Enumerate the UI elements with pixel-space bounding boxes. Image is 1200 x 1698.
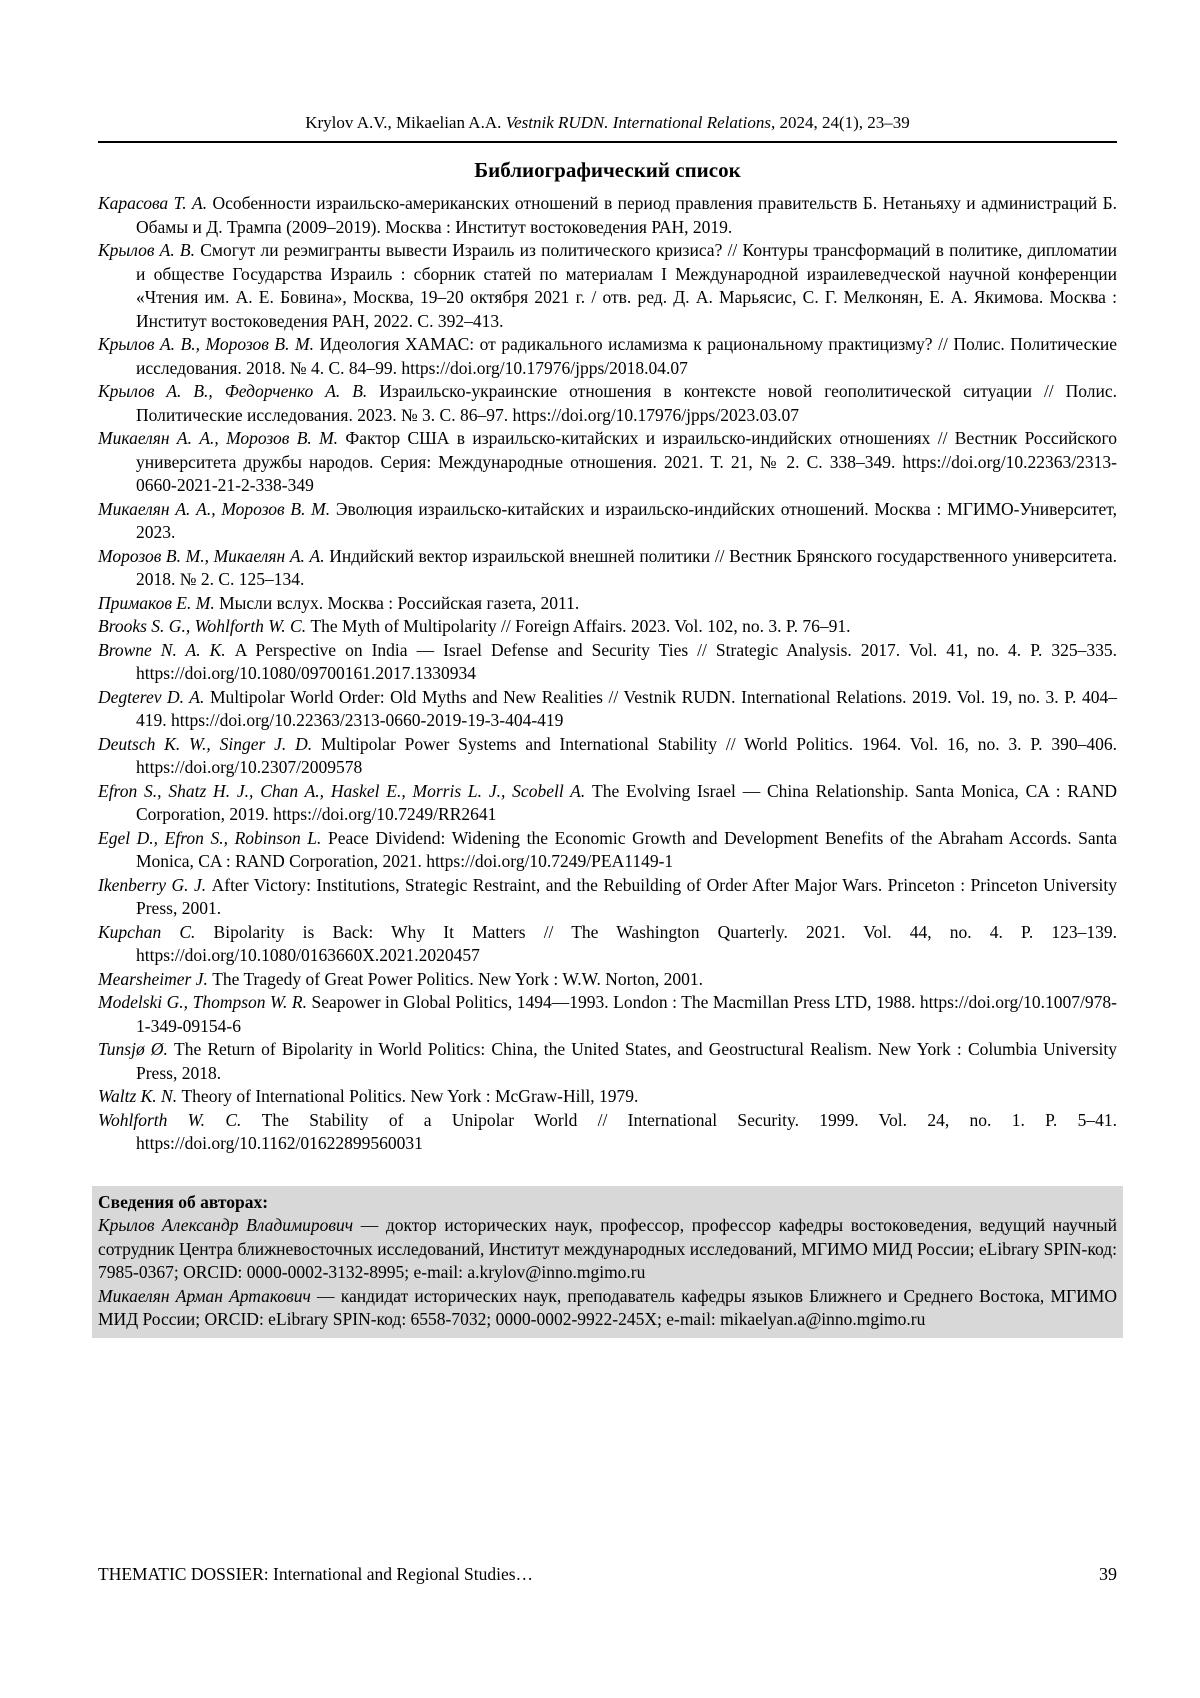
entry-text: Идеология ХАМАС: от радикального исламизма к рациональному практицизму? // Полис. Политические исследования. 2018. № 4. С. 84–99. https://doi.org/10.17976/jpps/2018.04.07	[136, 334, 1117, 378]
author-bio-text: — кандидат исторических наук, преподаватель кафедры языков Ближнего и Среднего Востока, МГИМО МИД России; ORCID: eLibrary SPIN-код: 6558-7032; 0000-0002-9922-245X; e-mail: mikaelyan.a@inno.mgimo.ru	[98, 1285, 1117, 1329]
author-bio-name: Крылов Александр Владимирович	[98, 1215, 354, 1235]
running-head-journal-title: Vestnik RUDN. International Relations	[505, 113, 771, 132]
author-bio	[98, 1214, 1117, 1285]
author-bio	[98, 1285, 1117, 1332]
entry-authors: Degterev D. A.	[98, 686, 210, 707]
bibliography-entry	[98, 380, 1117, 427]
entry-text: Смогут ли реэмигранты вывести Израиль из политического кризиса? // Контуры трансформаций в политике, дипломатии и обществе Государства Израиль : сборник статей по материалам I Международной израилеведческой научной конференции «Чтения им. А. Е. Бовина», Москва, 19–20 октября 2021 г. / отв. ред. Д. А. Марьясис, С. Г. Мелконян, Е. А. Якимова. Москва : Институт востоковедения РАН, 2022. С. 392–413.	[136, 240, 1118, 331]
bibliography-entry	[98, 192, 1117, 239]
bibliography-entry	[98, 333, 1117, 380]
header-rule	[98, 141, 1117, 143]
entry-authors: Deutsch K. W., Singer J. D.	[98, 733, 321, 754]
bibliography-entry	[98, 592, 1117, 616]
bibliography-entry	[98, 498, 1117, 545]
entry-authors: Efron S., Shatz H. J., Chan A., Haskel E., Morris L. J., Scobell A.	[98, 780, 593, 801]
bibliography-entry	[98, 733, 1117, 780]
entry-text: Multipolar Power Systems and International Stability // World Politics. 1964. Vol. 16, no. 3. P. 390–406. https://doi.org/10.2307/2009578	[136, 733, 1117, 777]
bibliography-list	[98, 192, 1117, 1156]
entry-authors: Морозов В. М., Микаелян А. А.	[98, 545, 330, 566]
entry-text: Theory of International Politics. New York : McGraw-Hill, 1979.	[181, 1086, 639, 1106]
entry-authors: Browne N. A. K.	[98, 639, 235, 660]
entry-authors: Wohlforth W. C.	[98, 1109, 262, 1130]
bibliography-entry	[98, 991, 1117, 1038]
entry-text: Seapower in Global Politics, 1494—1993. London : The Macmillan Press LTD, 1988. https://doi.org/10.1007/978-1-349-09154-6	[136, 992, 1117, 1036]
authors-info-heading: Сведения об авторах:	[98, 1191, 269, 1212]
bibliography-entry	[98, 615, 1117, 639]
entry-authors: Ikenberry G. J.	[98, 874, 212, 895]
authors-info-box	[92, 1186, 1123, 1338]
entry-authors: Mearsheimer J.	[98, 968, 213, 989]
bibliography-entry	[98, 1085, 1117, 1109]
bibliography-entry	[98, 1038, 1117, 1085]
entry-authors: Микаелян А. А., Морозов В. М.	[98, 498, 336, 519]
bibliography-title: Библиографический список	[474, 158, 741, 182]
running-head-authors: Krylov A.V., Mikaelian A.A.	[305, 113, 506, 132]
entry-text: A Perspective on India — Israel Defense and Security Ties // Strategic Analysis. 2017. Vol. 41, no. 4. P. 325–335. https://doi.org/10.1080/09700161.2017.1330934	[136, 639, 1118, 683]
entry-text: Peace Dividend: Widening the Economic Growth and Development Benefits of the Abraham Accords. Santa Monica, CA : RAND Corporation, 2021. https://doi.org/10.7249/PEA1149-1	[136, 827, 1117, 871]
entry-authors: Микаелян А. А., Морозов В. М.	[98, 428, 346, 448]
entry-text: The Evolving Israel — China Relationship. Santa Monica, CA : RAND Corporation, 2019. https://doi.org/10.7249/RR2641	[136, 780, 1117, 824]
authors-bios-list	[98, 1214, 1117, 1332]
entry-authors: Egel D., Efron S., Robinson L.	[98, 827, 329, 848]
entry-authors: Крылов А. В.	[98, 240, 201, 260]
entry-text: Эволюция израильско-китайских и израильско-индийских отношений. Москва : МГИМО-Университет, 2023.	[136, 498, 1118, 542]
bibliography-entry	[98, 639, 1117, 686]
author-bio-name: Микаелян Арман Артакович	[98, 1285, 311, 1306]
entry-text: The Stability of a Unipolar World // International Security. 1999. Vol. 24, no. 1. P. 5–41. https://doi.org/10.1162/01622899560031	[136, 1109, 1117, 1153]
bibliography-entry	[98, 427, 1117, 498]
entry-text: Особенности израильско-американских отношений в период правления правительств Б. Нетаньяху и администраций Б. Обамы и Д. Трампа (2009–2019). Москва : Институт востоковедения РАН, 2019.	[136, 193, 1117, 237]
entry-authors: Карасова Т. А.	[98, 193, 213, 213]
entry-authors: Tunsjø Ø.	[98, 1039, 174, 1059]
bibliography-entry	[98, 545, 1117, 592]
entry-text: Израильско-украинские отношения в контексте новой геополитической ситуации // Полис. Политические исследования. 2023. № 3. С. 86–97. https://doi.org/10.17976/jpps/2023.03.07	[136, 381, 1117, 425]
running-head-citation	[98, 112, 1117, 133]
bibliography-entry	[98, 686, 1117, 733]
bibliography-entry	[98, 968, 1117, 992]
entry-text: The Return of Bipolarity in World Politics: China, the United States, and Geostructural Realism. New York : Columbia University Press, 2018.	[136, 1039, 1117, 1083]
running-head	[98, 112, 1117, 143]
entry-authors: Крылов А. В., Федорченко А. В.	[98, 381, 380, 401]
entry-authors: Waltz K. N.	[98, 1086, 182, 1106]
entry-text: Multipolar World Order: Old Myths and New Realities // Vestnik RUDN. International Relations. 2019. Vol. 19, no. 3. P. 404–419. https://doi.org/10.22363/2313-0660-2019-19-3-404-419	[136, 686, 1117, 730]
entry-text: After Victory: Institutions, Strategic Restraint, and the Rebuilding of Order After Major Wars. Princeton : Princeton University Press, 2001.	[136, 874, 1117, 918]
running-head-issue-info: , 2024, 24(1), 23–39	[770, 113, 910, 132]
entry-text: The Tragedy of Great Power Politics. New York : W.W. Norton, 2001.	[212, 968, 703, 989]
entry-text: Индийский вектор израильской внешней политики // Вестник Брянского государственного университета. 2018. № 2. С. 125–134.	[136, 545, 1118, 589]
entry-authors: Крылов А. В., Морозов В. М.	[98, 334, 320, 354]
page-number: 39	[1099, 1564, 1117, 1584]
bibliography-entry	[98, 827, 1117, 874]
bibliography-entry	[98, 1109, 1117, 1156]
footer-section-title: THEMATIC DOSSIER: International and Regional Studies…	[98, 1564, 534, 1584]
bibliography-entry	[98, 239, 1117, 333]
bibliography-entry	[98, 874, 1117, 921]
bibliography-entry	[98, 921, 1117, 968]
entry-text: The Myth of Multipolarity // Foreign Affairs. 2023. Vol. 102, no. 3. P. 76–91.	[310, 616, 851, 636]
entry-authors: Brooks S. G., Wohlforth W. C.	[98, 616, 311, 636]
entry-authors: Modelski G., Thompson W. R.	[98, 992, 312, 1012]
entry-text: Мысли вслух. Москва : Российская газета, 2011.	[219, 592, 580, 613]
page-footer	[98, 1563, 1117, 1585]
entry-text: Фактор США в израильско-китайских и израильско-индийских отношениях // Вестник Российского университета дружбы народов. Серия: Международные отношения. 2021. Т. 21, № 2. С. 338–349. https://doi.org/10.22363/2313-0660-2021-21-2-338-349	[136, 428, 1117, 495]
entry-text: Bipolarity is Back: Why It Matters // The Washington Quarterly. 2021. Vol. 44, no. 4. P. 123–139. https://doi.org/10.1080/0163660X.2021.2020457	[136, 921, 1117, 965]
author-bio-text: — доктор исторических наук, профессор, профессор кафедры востоковедения, ведущий научный сотрудник Центра ближневосточных исследований, Институт международных исследований, МГИМО МИД России; eLibrary SPIN-код: 7985-0367; ORCID: 0000-0002-3132-8995; e-mail: a.krylov@inno.mgimo.ru	[98, 1215, 1117, 1282]
entry-authors: Примаков Е. М.	[98, 592, 220, 613]
bibliography-entry	[98, 780, 1117, 827]
entry-authors: Kupchan C.	[98, 921, 214, 942]
